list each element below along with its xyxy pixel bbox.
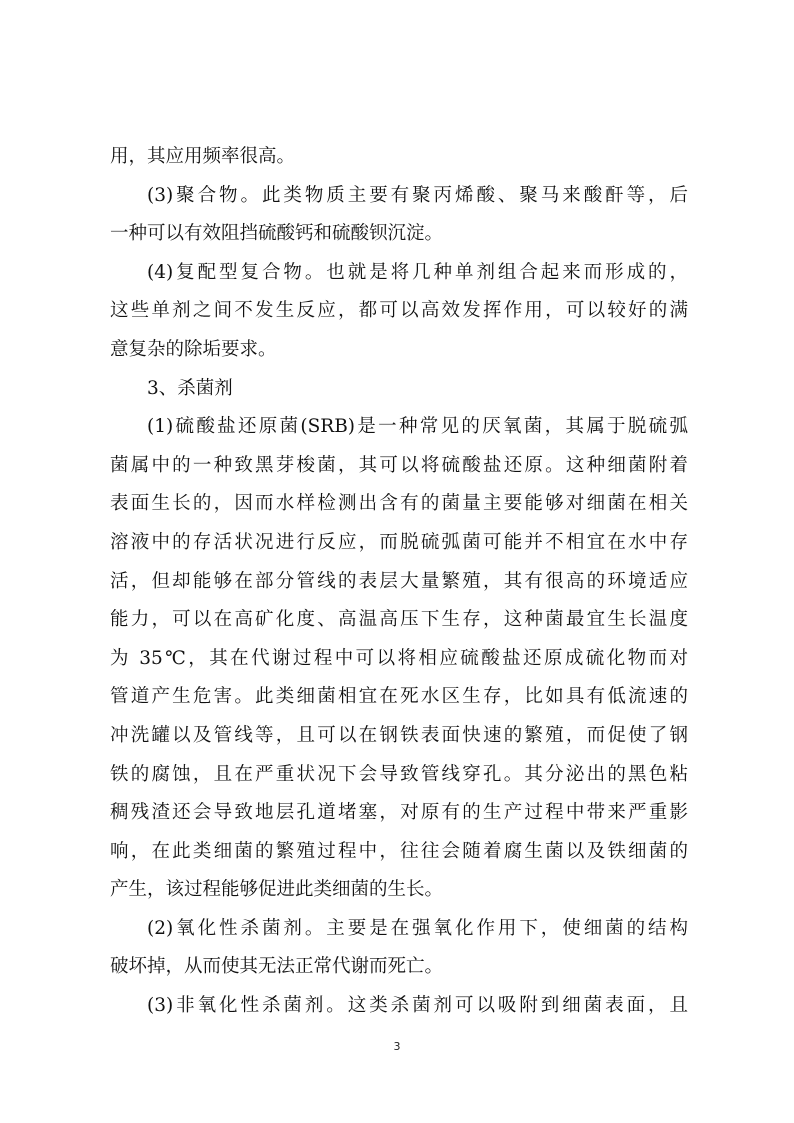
text-line: 表面生长的，因而水样检测出含有的菌量主要能够对细菌在相关: [110, 493, 688, 515]
text-line: 稠残渣还会导致地层孔道堵塞，对原有的生产过程中带来严重影: [110, 802, 688, 824]
text-line: 这些单剂之间不发生反应，都可以高效发挥作用，可以较好的满: [110, 300, 688, 322]
text-line: 铁的腐蚀，且在严重状况下会导致管线穿孔。其分泌出的黑色粘: [110, 763, 688, 785]
text-line: 意复杂的除垢要求。: [110, 338, 277, 360]
text-line: 能力，可以在高矿化度、高温高压下生存，这种菌最宜生长温度: [110, 609, 688, 631]
text-line: 活，但却能够在部分管线的表层大量繁殖，其有很高的环境适应: [110, 570, 688, 592]
text-line: 产生，该过程能够促进此类细菌的生长。: [110, 879, 444, 901]
document-body: [110, 138, 688, 1026]
text-line: (3)聚合物。此类物质主要有聚丙烯酸、聚马来酸酐等，后: [147, 184, 688, 206]
text-line: 冲洗罐以及管线等，且可以在钢铁表面快速的繁殖，而促使了钢: [110, 724, 688, 746]
text-line: 3、杀菌剂: [147, 377, 233, 399]
text-line: 破坏掉，从而使其无法正常代谢而死亡。: [110, 956, 444, 978]
text-line: (1)硫酸盐还原菌(SRB)是一种常见的厌氧菌，其属于脱硫弧: [147, 416, 688, 438]
text-line: (3)非氧化性杀菌剂。这类杀菌剂可以吸附到细菌表面，且: [147, 995, 688, 1017]
text-line: 管道产生危害。此类细菌相宜在死水区生存，比如具有低流速的: [110, 686, 688, 708]
text-line: 菌属中的一种致黑芽梭菌，其可以将硫酸盐还原。这种细菌附着: [110, 454, 688, 476]
text-line: 为 35℃，其在代谢过程中可以将相应硫酸盐还原成硫化物而对: [110, 647, 688, 669]
text-line: (2)氧化性杀菌剂。主要是在强氧化作用下，使细菌的结构: [147, 917, 688, 939]
text-line: 一种可以有效阻挡硫酸钙和硫酸钡沉淀。: [110, 223, 444, 245]
text-line: 响，在此类细菌的繁殖过程中，往往会随着腐生菌以及铁细菌的: [110, 840, 688, 862]
text-line: 用，其应用频率很高。: [110, 146, 296, 167]
page-number: 3: [393, 1040, 401, 1053]
text-line: 溶液中的存活状况进行反应，而脱硫弧菌可能并不相宜在水中存: [110, 531, 688, 553]
text-line: (4)复配型复合物。也就是将几种单剂组合起来而形成的，: [147, 261, 688, 283]
